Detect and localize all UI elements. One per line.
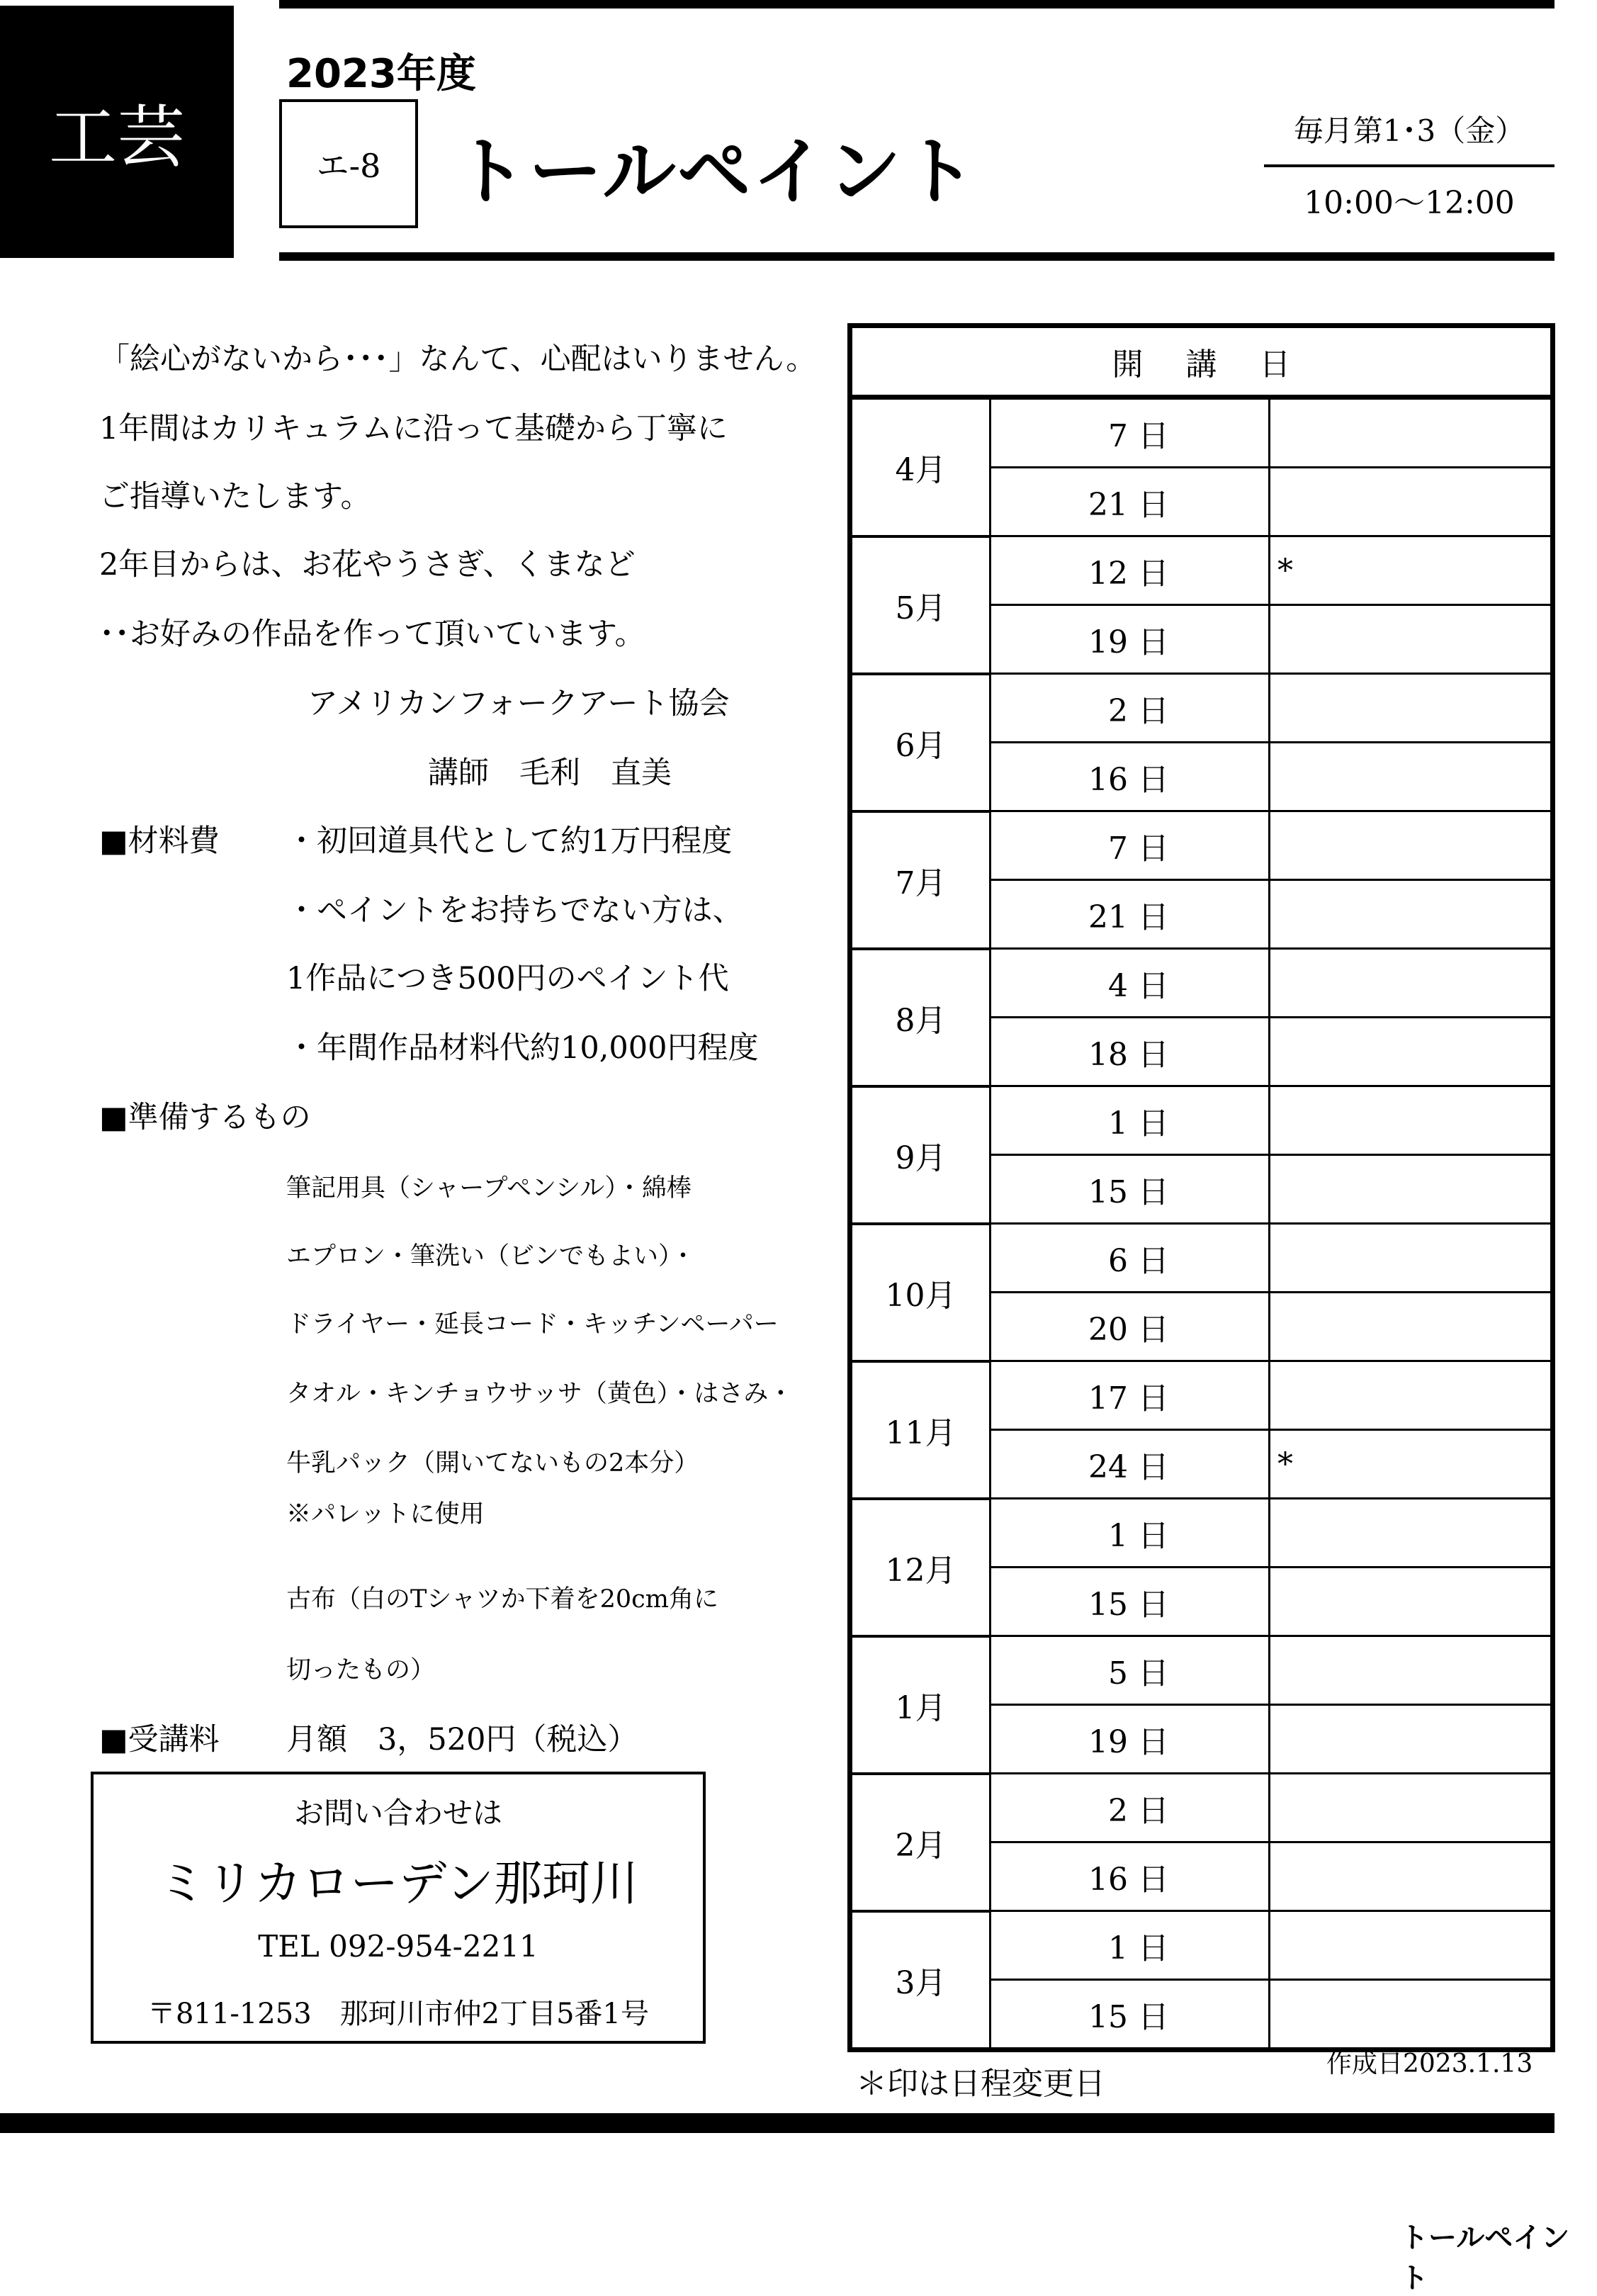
calendar-row	[850, 398, 1553, 468]
calendar-note	[1270, 743, 1553, 811]
calendar-note	[1270, 949, 1553, 1018]
calendar-day: 6 日	[991, 1224, 1270, 1293]
contact-box	[91, 1772, 706, 2044]
calendar-month: 10月	[850, 1224, 991, 1361]
preparation-label: ■準備するもの	[99, 1100, 311, 1135]
calendar-day: 21 日	[991, 468, 1270, 536]
calendar-day: 15 日	[991, 1980, 1270, 2050]
preparation-item: ドライヤー・延長コード・キッチンペーパー	[286, 1310, 779, 1339]
calendar-day: 7 日	[991, 398, 1270, 468]
calendar-month: 9月	[850, 1086, 991, 1224]
calendar-month: 5月	[850, 536, 991, 674]
calendar-note	[1270, 1980, 1553, 2050]
calendar-day: 12 日	[991, 536, 1270, 605]
calendar-row	[850, 949, 1553, 1018]
calendar-month: 8月	[850, 949, 991, 1086]
preparation-item: エプロン・筆洗い（ビンでもよい）・	[286, 1242, 696, 1271]
calendar-day: 20 日	[991, 1293, 1270, 1361]
preparation-item: 古布（白のTシャツか下着を20cm角に	[286, 1585, 718, 1614]
schedule-time: 10:00～12:00	[1304, 185, 1515, 221]
category-label: 工芸	[0, 6, 234, 258]
calendar-note	[1270, 1224, 1553, 1293]
calendar-day: 19 日	[991, 605, 1270, 674]
header-bottom-divider	[279, 252, 1554, 261]
materials-item: ・年間作品材料代約10,000円程度	[286, 1030, 759, 1066]
bottom-divider	[0, 2113, 1554, 2133]
fee-label: ■受講料	[99, 1722, 220, 1757]
course-title: トールペイント	[453, 128, 978, 215]
intro-line: 「絵心がないから･･･」なんて、心配はいりません。	[99, 342, 817, 377]
calendar-note	[1270, 1568, 1553, 1636]
calendar-day: 21 日	[991, 880, 1270, 949]
created-date: 作成日2023.1.13	[1326, 2049, 1533, 2078]
calendar-note: *	[1270, 536, 1553, 605]
calendar-month: 11月	[850, 1361, 991, 1499]
preparation-note: ※パレットに使用	[286, 1500, 485, 1529]
calendar-row	[850, 1224, 1553, 1293]
intro-line: 1年間はカリキュラムに沿って基礎から丁寧に	[99, 411, 728, 446]
calendar-day: 7 日	[991, 811, 1270, 880]
calendar-note	[1270, 398, 1553, 468]
calendar-note	[1270, 811, 1553, 880]
calendar-month: 6月	[850, 674, 991, 811]
intro-line: ･･お好みの作品を作って頂いています。	[99, 617, 645, 652]
calendar-day: 1 日	[991, 1911, 1270, 1980]
association-name: アメリカンフォークアート協会	[307, 686, 730, 721]
intro-line: ご指導いたします。	[99, 479, 371, 514]
calendar-day: 1 日	[991, 1086, 1270, 1155]
contact-venue: ミリカローデン那珂川	[158, 1856, 638, 1912]
fiscal-year: 2023年度	[286, 51, 476, 97]
calendar-note	[1270, 468, 1553, 536]
calendar-row	[850, 1636, 1553, 1705]
contact-tel: TEL 092-954-2211	[258, 1929, 538, 1964]
calendar-row	[850, 536, 1553, 605]
calendar-note	[1270, 1018, 1553, 1086]
calendar-day: 5 日	[991, 1636, 1270, 1705]
materials-item: ・ペイントをお持ちでない方は、	[286, 893, 743, 928]
calendar-month: 1月	[850, 1636, 991, 1774]
preparation-item: 筆記用具（シャープペンシル）・綿棒	[286, 1174, 692, 1203]
calendar-day: 18 日	[991, 1018, 1270, 1086]
calendar-day: 2 日	[991, 674, 1270, 743]
calendar-row	[850, 811, 1553, 880]
calendar-note	[1270, 1293, 1553, 1361]
contact-heading: お問い合わせは	[293, 1796, 502, 1830]
calendar-row	[850, 1911, 1553, 1980]
calendar-day: 1 日	[991, 1499, 1270, 1568]
calendar-month: 12月	[850, 1499, 991, 1636]
schedule-divider	[1264, 164, 1554, 167]
calendar-note	[1270, 605, 1553, 674]
calendar-note	[1270, 1499, 1553, 1568]
calendar-row	[850, 1361, 1553, 1430]
calendar-note	[1270, 1842, 1553, 1911]
preparation-item: 牛乳パック（開いてないもの2本分）	[286, 1449, 699, 1478]
calendar-day: 16 日	[991, 1842, 1270, 1911]
calendar-note	[1270, 880, 1553, 949]
calendar-note	[1270, 1774, 1553, 1842]
contact-address: 〒811-1253 那珂川市仲2丁目5番1号	[147, 1998, 649, 2030]
calendar-month: 7月	[850, 811, 991, 949]
calendar-day: 19 日	[991, 1705, 1270, 1774]
calendar-day: 24 日	[991, 1430, 1270, 1499]
schedule-days: 毎月第1･3（金）	[1293, 113, 1525, 148]
calendar-row	[850, 1774, 1553, 1842]
calendar-note	[1270, 1636, 1553, 1705]
footer-title: トールペイント	[1400, 2222, 1570, 2295]
fee-value: 月額 3，520円（税込）	[286, 1722, 638, 1757]
footnote: ＊印は日程変更日	[856, 2066, 1105, 2102]
calendar-day: 15 日	[991, 1568, 1270, 1636]
calendar-row	[850, 1499, 1553, 1568]
materials-item: ・初回道具代として約1万円程度	[286, 823, 733, 859]
materials-item: 1作品につき500円のペイント代	[286, 961, 729, 996]
calendar-note	[1270, 1705, 1553, 1774]
course-code: エ-8	[279, 99, 418, 228]
calendar-day: 15 日	[991, 1155, 1270, 1224]
calendar-note	[1270, 1086, 1553, 1155]
calendar-row	[850, 674, 1553, 743]
intro-line: 2年目からは、お花やうさぎ、くまなど	[99, 547, 636, 583]
calendar-month: 3月	[850, 1911, 991, 2050]
instructor-name: 講師 毛利 直美	[428, 755, 672, 791]
preparation-item: タオル・キンチョウサッサ（黄色）・はさみ・	[286, 1380, 794, 1408]
calendar-day: 2 日	[991, 1774, 1270, 1842]
materials-label: ■材料費	[99, 823, 220, 859]
calendar-note	[1270, 1155, 1553, 1224]
calendar-note	[1270, 1361, 1553, 1430]
calendar-day: 17 日	[991, 1361, 1270, 1430]
calendar-row	[850, 1086, 1553, 1155]
course-calendar	[847, 323, 1555, 2052]
calendar-note	[1270, 674, 1553, 743]
calendar-header: 開講日	[850, 326, 1553, 398]
preparation-item: 切ったもの）	[286, 1656, 436, 1684]
calendar-note: *	[1270, 1430, 1553, 1499]
top-divider	[279, 0, 1554, 9]
calendar-note	[1270, 1911, 1553, 1980]
calendar-day: 16 日	[991, 743, 1270, 811]
calendar-month: 4月	[850, 398, 991, 536]
calendar-month: 2月	[850, 1774, 991, 1911]
calendar-day: 4 日	[991, 949, 1270, 1018]
